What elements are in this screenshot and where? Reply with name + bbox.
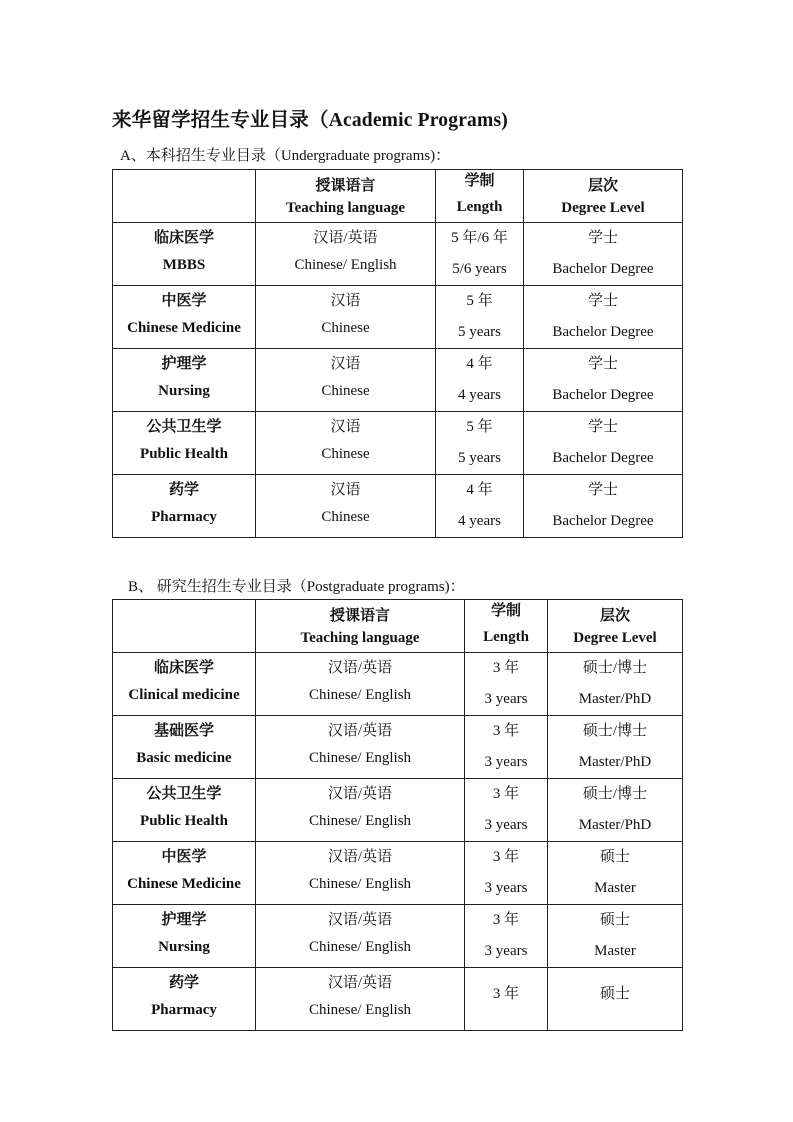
- degree-en: Bachelor Degree: [552, 261, 654, 277]
- major-cn: 公共卫生学: [146, 419, 222, 435]
- header-language-cn: 授课语言: [315, 178, 376, 194]
- table-row: [113, 716, 683, 779]
- major-cn: 护理学: [161, 912, 207, 928]
- major-en: Basic medicine: [136, 750, 232, 766]
- header-language-cn: 授课语言: [329, 608, 390, 624]
- table-row: [113, 905, 683, 968]
- degree-cell: [548, 653, 683, 716]
- major-cn: 公共卫生学: [146, 786, 222, 802]
- table-row: [113, 349, 683, 412]
- major-cell: [113, 412, 256, 475]
- language-cn: 汉语: [330, 482, 361, 498]
- header-language-en: Teaching language: [285, 200, 406, 216]
- degree-cell: [524, 412, 683, 475]
- length-cn: 3 年: [492, 986, 520, 1002]
- degree-en: Bachelor Degree: [552, 387, 654, 403]
- degree-cn: 硕士/博士: [582, 660, 648, 676]
- header-length-en: Length: [483, 629, 529, 645]
- language-cell: [256, 779, 465, 842]
- degree-cell: [548, 905, 683, 968]
- language-cn: 汉语/英语: [327, 723, 393, 739]
- major-cn: 护理学: [161, 356, 207, 372]
- language-en: Chinese/ English: [308, 687, 412, 703]
- language-cell: [256, 968, 465, 1031]
- length-cn: 5 年: [466, 293, 493, 309]
- degree-cn: 硕士/博士: [582, 786, 648, 802]
- length-en: 3 years: [484, 880, 528, 896]
- length-cn: 4 年: [466, 482, 493, 498]
- section-heading-postgraduate: B、 研究生招生专业目录（Postgraduate programs)：: [128, 579, 465, 595]
- major-cn: 基础医学: [153, 723, 214, 739]
- major-en: Clinical medicine: [128, 687, 240, 703]
- language-cn: 汉语/英语: [327, 912, 393, 928]
- major-en: Chinese Medicine: [127, 876, 241, 892]
- major-en: Nursing: [158, 939, 210, 955]
- major-cell: [113, 779, 256, 842]
- language-en: Chinese/ English: [308, 939, 412, 955]
- table-row: [113, 968, 683, 1031]
- header-degree-level: [548, 600, 683, 653]
- length-cell: [465, 716, 548, 779]
- header-degree-en: Degree Level: [561, 200, 645, 216]
- language-cn: 汉语/英语: [327, 975, 393, 991]
- degree-cn: 学士: [587, 356, 618, 372]
- table-row: [113, 412, 683, 475]
- table-row: [113, 779, 683, 842]
- major-cell: [113, 905, 256, 968]
- table-row: [113, 286, 683, 349]
- table-row: [113, 475, 683, 538]
- degree-en: Master/PhD: [578, 817, 652, 833]
- degree-en: Bachelor Degree: [552, 513, 654, 529]
- length-en: 3 years: [484, 817, 528, 833]
- length-en: 3 years: [484, 691, 528, 707]
- language-en: Chinese: [321, 509, 370, 525]
- language-cell: [256, 286, 436, 349]
- length-en: 3 years: [484, 943, 528, 959]
- degree-en: Master: [594, 943, 636, 959]
- major-en: Public Health: [140, 446, 228, 462]
- postgraduate-programs-table: [112, 599, 683, 1031]
- degree-cn: 学士: [587, 293, 618, 309]
- length-cell: [465, 968, 548, 1031]
- language-en: Chinese/ English: [308, 876, 412, 892]
- header-major-empty: [113, 170, 256, 223]
- degree-cn: 硕士/博士: [582, 723, 648, 739]
- language-en: Chinese/ English: [294, 257, 397, 273]
- length-en: 4 years: [458, 513, 501, 529]
- language-cn: 汉语/英语: [327, 786, 393, 802]
- length-cell: [436, 286, 524, 349]
- degree-cell: [524, 223, 683, 286]
- header-teaching-language: [256, 170, 436, 223]
- language-cell: [256, 475, 436, 538]
- major-cell: [113, 716, 256, 779]
- length-cn: 3 年: [492, 912, 520, 928]
- major-en: MBBS: [162, 257, 206, 273]
- length-en: 5 years: [458, 450, 501, 466]
- major-en: Pharmacy: [151, 509, 217, 525]
- length-en: 3 years: [484, 754, 528, 770]
- degree-cn: 学士: [587, 482, 618, 498]
- degree-en: Master/PhD: [578, 691, 652, 707]
- language-cell: [256, 223, 436, 286]
- major-cn: 药学: [168, 482, 199, 498]
- language-cell: [256, 653, 465, 716]
- major-en: Nursing: [158, 383, 210, 399]
- length-cell: [465, 905, 548, 968]
- length-cn: 5 年/6 年: [451, 230, 508, 246]
- degree-cn: 学士: [587, 419, 618, 435]
- page-title: 来华留学招生专业目录（Academic Programs): [112, 110, 508, 131]
- language-cell: [256, 905, 465, 968]
- degree-cn: 硕士: [599, 912, 630, 928]
- length-en: 4 years: [458, 387, 501, 403]
- degree-cell: [548, 779, 683, 842]
- header-length-cn: 学制: [464, 173, 495, 189]
- length-cell: [436, 223, 524, 286]
- major-cn: 临床医学: [153, 230, 214, 246]
- length-cn: 3 年: [492, 723, 520, 739]
- table-row: [113, 842, 683, 905]
- length-cell: [436, 349, 524, 412]
- header-major-empty: [113, 600, 256, 653]
- language-en: Chinese: [321, 320, 370, 336]
- degree-en: Bachelor Degree: [552, 324, 654, 340]
- length-cell: [436, 475, 524, 538]
- degree-cell: [524, 286, 683, 349]
- degree-cell: [548, 716, 683, 779]
- major-cell: [113, 653, 256, 716]
- header-length-cn: 学制: [490, 603, 521, 619]
- header-language-en: Teaching language: [300, 630, 420, 646]
- degree-en: Master: [594, 880, 636, 896]
- header-degree-level: [524, 170, 683, 223]
- language-en: Chinese/ English: [308, 1002, 412, 1018]
- undergraduate-programs-table: [112, 169, 683, 538]
- major-cell: [113, 286, 256, 349]
- degree-cell: [548, 968, 683, 1031]
- length-cn: 5 年: [466, 419, 493, 435]
- language-cn: 汉语/英语: [327, 660, 393, 676]
- major-cn: 药学: [168, 975, 199, 991]
- major-cn: 临床医学: [153, 660, 214, 676]
- major-en: Public Health: [140, 813, 228, 829]
- degree-cn: 学士: [587, 230, 618, 246]
- language-cell: [256, 412, 436, 475]
- degree-cell: [548, 842, 683, 905]
- table-row: [113, 653, 683, 716]
- language-en: Chinese/ English: [308, 750, 412, 766]
- degree-en: Master/PhD: [578, 754, 652, 770]
- table-row: [113, 223, 683, 286]
- major-cell: [113, 349, 256, 412]
- language-en: Chinese: [321, 383, 370, 399]
- language-en: Chinese: [321, 446, 370, 462]
- length-en: 5 years: [458, 324, 501, 340]
- degree-cn: 硕士: [599, 986, 630, 1002]
- language-en: Chinese/ English: [308, 813, 412, 829]
- degree-cell: [524, 349, 683, 412]
- degree-en: Bachelor Degree: [552, 450, 654, 466]
- length-cell: [465, 653, 548, 716]
- length-cn: 4 年: [466, 356, 493, 372]
- language-cell: [256, 842, 465, 905]
- header-degree-en: Degree Level: [573, 630, 657, 646]
- major-cn: 中医学: [161, 293, 207, 309]
- length-cell: [465, 842, 548, 905]
- length-cn: 3 年: [492, 660, 520, 676]
- header-length-en: Length: [456, 199, 503, 215]
- section-heading-undergraduate: A、本科招生专业目录（Undergraduate programs)：: [120, 148, 451, 164]
- degree-cn: 硕士: [599, 849, 630, 865]
- language-cn: 汉语: [330, 293, 361, 309]
- degree-cell: [524, 475, 683, 538]
- major-cn: 中医学: [161, 849, 207, 865]
- major-cell: [113, 475, 256, 538]
- language-cn: 汉语: [330, 419, 361, 435]
- language-cn: 汉语: [330, 356, 361, 372]
- header-degree-cn: 层次: [599, 608, 630, 624]
- major-cell: [113, 968, 256, 1031]
- language-cell: [256, 349, 436, 412]
- header-degree-cn: 层次: [587, 178, 618, 194]
- length-cn: 3 年: [492, 786, 520, 802]
- language-cell: [256, 716, 465, 779]
- length-en: 5/6 years: [452, 261, 507, 277]
- length-cell: [465, 779, 548, 842]
- header-teaching-language: [256, 600, 465, 653]
- language-cn: 汉语/英语: [327, 849, 393, 865]
- major-en: Chinese Medicine: [127, 320, 241, 336]
- major-en: Pharmacy: [151, 1002, 217, 1018]
- header-length: [436, 170, 524, 223]
- length-cn: 3 年: [492, 849, 520, 865]
- length-cell: [436, 412, 524, 475]
- header-length: [465, 600, 548, 653]
- major-cell: [113, 223, 256, 286]
- language-cn: 汉语/英语: [313, 230, 378, 246]
- major-cell: [113, 842, 256, 905]
